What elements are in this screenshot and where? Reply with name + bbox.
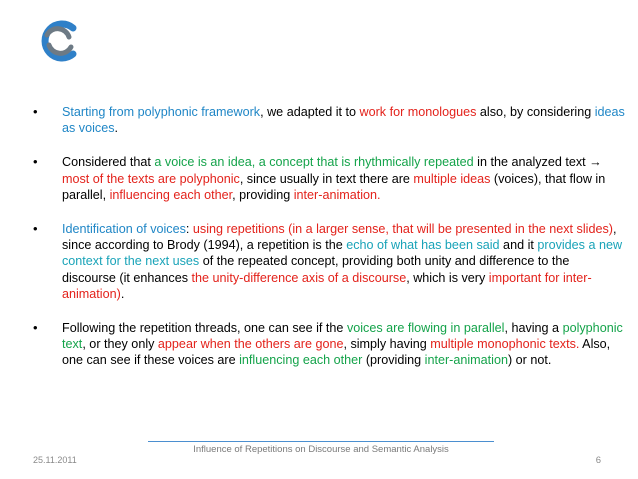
- text-run: Also, one can see if these voices are: [62, 337, 611, 368]
- text-run: , we adapted it to: [260, 105, 360, 119]
- bullet-list: [33, 104, 625, 369]
- bullet-marker: •: [33, 154, 38, 170]
- text-run: a voice is an idea, a concept that is rhythmically repeated: [154, 155, 474, 170]
- text-run: work for monologues: [359, 105, 477, 119]
- text-run: using repetitions (in a larger sense, that will be presented in the next slides): [192, 222, 613, 237]
- text-run: provides a new context for the next uses: [62, 238, 623, 269]
- text-run: in the analyzed text →: [473, 155, 602, 170]
- page-number: 6: [595, 455, 601, 466]
- text-run: , since usually in text there are: [239, 171, 414, 186]
- text-run: and it: [499, 238, 538, 253]
- text-run: :: [185, 222, 193, 237]
- text-run: inter-animation.: [293, 187, 381, 202]
- text-run: .: [120, 286, 125, 301]
- text-run: , having a: [504, 321, 563, 336]
- text-run: Starting from polyphonic framework: [62, 105, 261, 119]
- text-run: Following the repetition threads, one can see if the: [62, 321, 347, 336]
- logo-icon: [33, 15, 85, 67]
- text-run: inter-animation: [424, 353, 508, 368]
- footer-title: Influence of Repetitions on Discourse and Semantic Analysis: [193, 444, 449, 455]
- footer-divider: [148, 441, 494, 442]
- bullet-item: [33, 154, 625, 203]
- text-run: ) or not.: [507, 353, 552, 368]
- text-run: influencing each other: [109, 187, 233, 202]
- text-run: (voices), that flow in parallel,: [62, 171, 606, 202]
- text-run: appear when the others are gone: [157, 337, 344, 352]
- text-run: Identification of voices: [62, 222, 186, 237]
- bullet-item: [33, 320, 625, 369]
- text-run: (providing: [362, 353, 425, 368]
- text-run: .: [114, 121, 118, 136]
- text-run: the unity-difference axis of a discourse: [191, 270, 407, 285]
- text-run: voices are flowing in parallel: [346, 321, 505, 336]
- footer-date: 25.11.2011: [33, 455, 77, 465]
- bullet-marker: •: [33, 221, 38, 237]
- bullet-item: [33, 221, 625, 302]
- text-run: influencing each other: [239, 353, 363, 368]
- text-run: important for inter-animation): [62, 270, 592, 301]
- text-run: multiple ideas: [413, 171, 491, 186]
- bullet-marker: •: [33, 320, 38, 336]
- text-run: multiple monophonic texts.: [430, 337, 580, 352]
- text-run: , which is very: [406, 270, 489, 285]
- text-run: , or they only: [82, 337, 158, 352]
- text-run: also, by considering: [476, 105, 595, 119]
- bullet-item: [33, 104, 625, 136]
- text-run: of the repeated concept, providing both unity and difference to the discourse (it enhances: [62, 254, 570, 285]
- text-run: echo of what has been said: [346, 238, 500, 253]
- text-run: , since according to Brody (1994), a repetition is the: [62, 222, 617, 253]
- bullet-marker: •: [33, 104, 38, 119]
- text-run: ideas as voices: [62, 105, 625, 136]
- text-run: most of the texts are polyphonic: [62, 171, 240, 186]
- text-run: , simply having: [343, 337, 431, 352]
- text-run: , providing: [232, 187, 294, 202]
- text-run: polyphonic text: [62, 321, 623, 352]
- text-run: Considered that: [62, 155, 155, 170]
